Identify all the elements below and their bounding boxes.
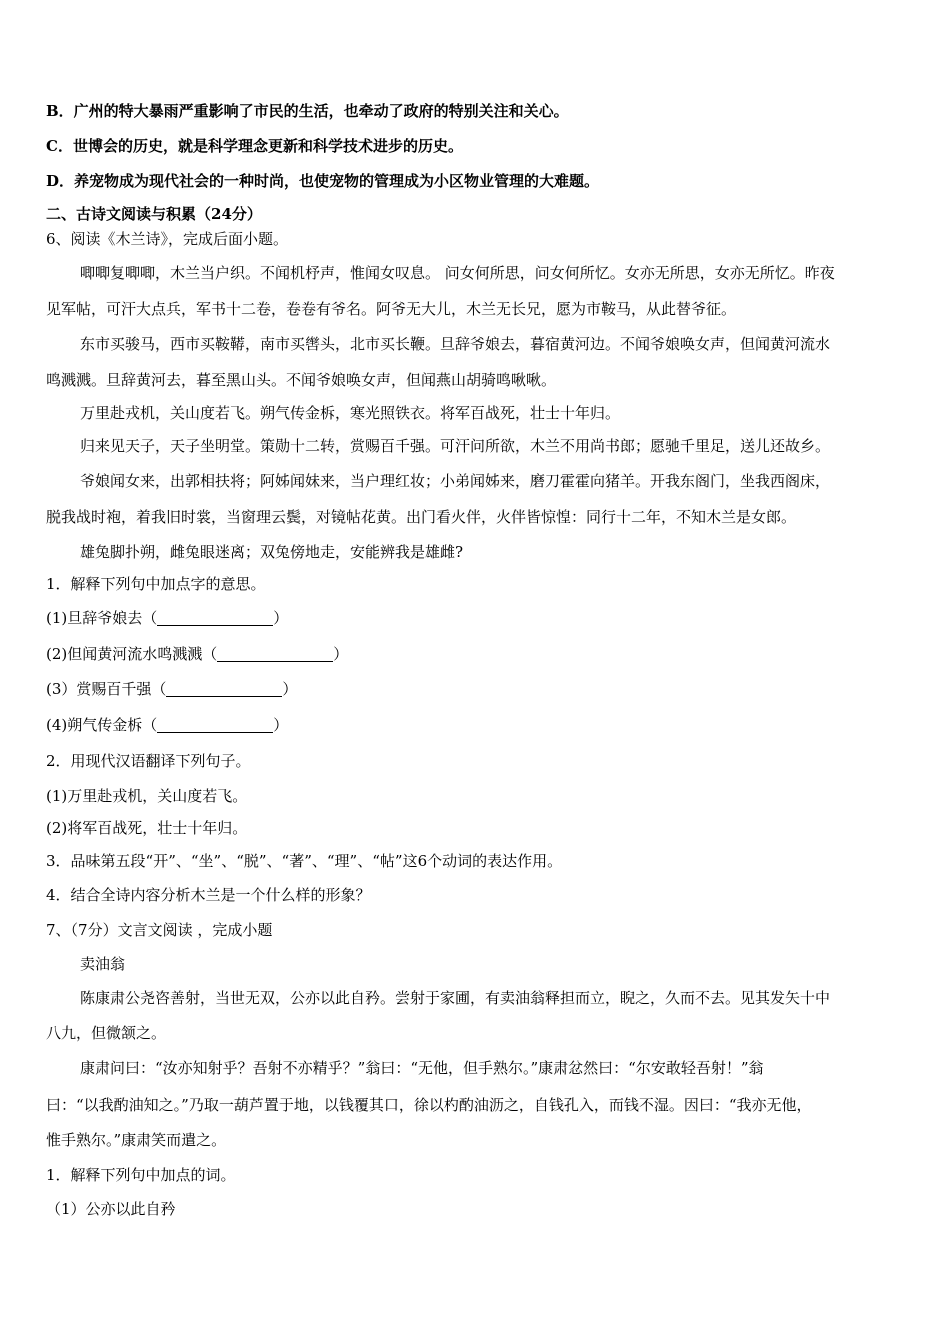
option-c: C．世博会的历史，就是科学理念更新和科学技术进步的历史。 — [46, 137, 463, 155]
poem-line: 脱我战时袍，着我旧时裳，当窗理云鬓，对镜帖花黄。出门看火伴，火伴皆惊惶：同行十二年，不知木兰是女郎。 — [46, 508, 797, 526]
q6-sub1-item — [46, 608, 288, 628]
option-d: D．养宠物成为现代社会的一种时尚，也使宠物的管理成为小区物业管理的大难题。 — [46, 172, 600, 190]
q7-sub1-item: （1）公亦以此自矜 — [46, 1200, 176, 1218]
item-text: (3）赏赐百千强（ — [46, 680, 167, 698]
answer-blank[interactable] — [166, 681, 282, 697]
q6-sub1-title: 1．解释下列句中加点字的意思。 — [46, 575, 266, 593]
answer-blank[interactable] — [217, 646, 333, 662]
answer-blank[interactable] — [157, 717, 273, 733]
poem-line: 见军帖，可汗大点兵，军书十二卷，卷卷有爷名。阿爷无大儿，木兰无长兄，愿为市鞍马，从此替爷征。 — [46, 300, 737, 318]
q6-sub3: 3．品味第五段“开”、“坐”、“脱”、“著”、“理”、“帖”这6个动词的表达作用。 — [46, 852, 563, 870]
question-7-stem: 7、（7分）文言文阅读 ，完成小题 — [46, 921, 273, 939]
item-close: ） — [333, 645, 349, 663]
q7-sub1-title: 1．解释下列句中加点的词。 — [46, 1166, 236, 1184]
item-text: (1)旦辞爷娘去（ — [46, 609, 158, 627]
passage-line: 八九，但微颔之。 — [46, 1024, 167, 1042]
q6-sub2-item: (1)万里赴戎机，关山度若飞。 — [46, 787, 248, 805]
q6-sub4: 4．结合全诗内容分析木兰是一个什么样的形象？ — [46, 886, 371, 904]
q6-sub2-title: 2．用现代汉语翻译下列句子。 — [46, 752, 251, 770]
answer-blank[interactable] — [157, 610, 273, 626]
poem-line: 雄兔脚扑朔，雌兔眼迷离；双兔傍地走，安能辨我是雄雌? — [80, 543, 464, 561]
item-close: ） — [273, 716, 289, 734]
question-6-stem: 6、阅读《木兰诗》，完成后面小题。 — [46, 230, 289, 248]
passage-title: 卖油翁 — [80, 955, 126, 973]
poem-line: 鸣溅溅。旦辞黄河去，暮至黑山头。不闻爷娘唤女声，但闻燕山胡骑鸣啾啾。 — [46, 371, 557, 389]
q6-sub2-item: (2)将军百战死，壮士十年归。 — [46, 819, 248, 837]
passage-line: 曰：“以我酌油知之。”乃取一葫芦置于地，以钱覆其口，徐以杓酌油沥之，自钱孔入，而钱不湿。因曰：“我亦无他， — [46, 1096, 812, 1114]
poem-line: 归来见天子，天子坐明堂。策勋十二转，赏赐百千强。可汗问所欲，木兰不用尚书郎；愿驰千里足，送儿还故乡。 — [80, 437, 831, 455]
poem-line: 东市买骏马，西市买鞍鞯，南市买辔头，北市买长鞭。旦辞爷娘去，暮宿黄河边。不闻爷娘唤女声，但闻黄河流水 — [80, 335, 831, 353]
poem-line: 爷娘闻女来，出郭相扶将；阿姊闻妹来，当户理红妆；小弟闻姊来，磨刀霍霍向猪羊。开我东阁门，坐我西阁床， — [80, 472, 831, 490]
q6-sub1-item — [46, 644, 348, 664]
option-b: B．广州的特大暴雨严重影响了市民的生活，也牵动了政府的特别关注和关心。 — [46, 102, 569, 120]
passage-line: 陈康肃公尧咨善射，当世无双，公亦以此自矜。尝射于家圃，有卖油翁释担而立，睨之，久而不去。见其发矢十中 — [80, 989, 831, 1007]
item-text: (2)但闻黄河流水鸣溅溅（ — [46, 645, 218, 663]
passage-line: 惟手熟尔。”康肃笑而遣之。 — [46, 1131, 227, 1149]
poem-line: 万里赴戎机，关山度若飞。朔气传金柝，寒光照铁衣。将军百战死，壮士十年归。 — [80, 404, 621, 422]
item-close: ） — [282, 680, 298, 698]
q6-sub1-item — [46, 679, 297, 699]
poem-line: 唧唧复唧唧，木兰当户织。不闻机杼声，惟闻女叹息。 问女何所思，问女何所忆。女亦无所思，女亦无所忆。昨夜 — [80, 264, 835, 282]
item-text: (4)朔气传金柝（ — [46, 716, 158, 734]
passage-line: 康肃问曰：“汝亦知射乎？吾射不亦精乎？”翁曰：“无他，但手熟尔。”康肃忿然曰：“尔安敢轻吾射！”翁 — [80, 1059, 764, 1077]
q6-sub1-item — [46, 715, 288, 735]
item-close: ） — [273, 609, 289, 627]
section-title: 二、古诗文阅读与积累（24分） — [46, 205, 262, 223]
